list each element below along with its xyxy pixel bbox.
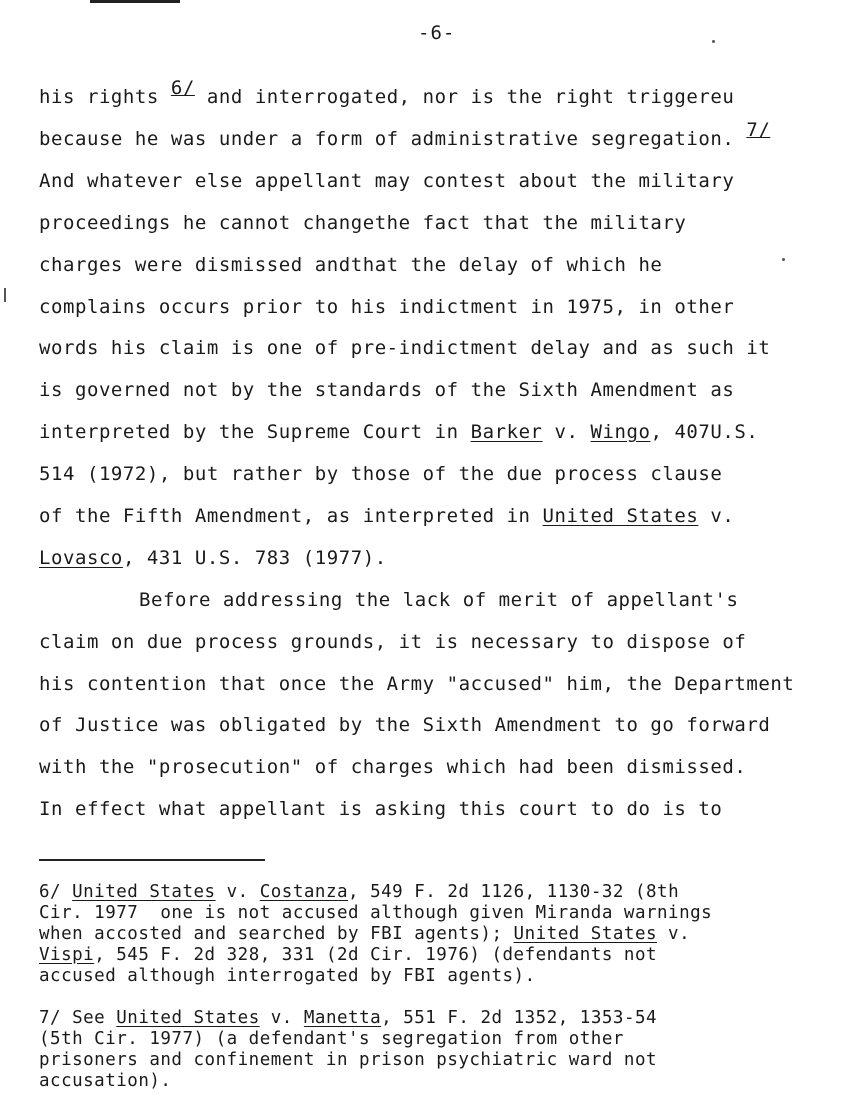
text-segment: v.	[259, 1008, 304, 1028]
text-segment: , 549 F. 2d 1126, 1130-32 (8th	[348, 882, 680, 902]
scan-speck	[4, 288, 6, 302]
footnote-7-line-4: accusation).	[39, 1071, 172, 1091]
text-segment: v.	[215, 882, 260, 902]
text-segment: v.	[542, 421, 591, 443]
footnote-6-line-1	[39, 882, 679, 902]
scan-speck	[712, 40, 715, 43]
case-name-barker: Barker	[470, 421, 543, 443]
body-line-9	[39, 421, 758, 443]
text-segment: when accosted and searched by FBI agents);	[39, 924, 514, 944]
body-line-6: complains occurs prior to his indictment in 1975, in other	[39, 296, 735, 318]
case-name-manetta: Manetta	[303, 1008, 382, 1028]
body-line-12	[39, 547, 387, 569]
body-line-8: is governed not by the standards of the Sixth Amendment as	[39, 379, 735, 401]
body-line-11	[39, 505, 734, 527]
case-name-vispi: Vispi	[39, 945, 95, 965]
body-line-10: 514 (1972), but rather by those of the due process clause	[39, 463, 723, 485]
body-line-18: In effect what appellant is asking this court to do is to	[39, 798, 723, 820]
footnote-ref-7: 7/	[746, 119, 771, 141]
body-line-13: Before addressing the lack of merit of appellant's	[139, 589, 739, 611]
text-segment: , 551 F. 2d 1352, 1353-54	[381, 1008, 658, 1028]
case-name-lovasco: Lovasco	[39, 547, 123, 569]
text-segment: v.	[698, 505, 735, 527]
footnote-7-line-3: prisoners and confinement in prison psychiatric ward not	[39, 1050, 658, 1070]
footnote-separator	[39, 859, 265, 861]
body-line-5: charges were dismissed andthat the delay of which he	[39, 254, 663, 276]
case-name-united-states: United States	[513, 924, 658, 944]
text-segment: interpreted by the Supreme Court in	[39, 421, 471, 443]
body-line-1	[39, 77, 735, 108]
body-line-17: with the "prosecution" of charges which had been dismissed.	[39, 756, 747, 778]
body-line-3: And whatever else appellant may contest about the military	[39, 170, 735, 192]
text-segment: 7/ See	[39, 1008, 117, 1028]
body-line-16: of Justice was obligated by the Sixth Amendment to go forward	[39, 714, 771, 736]
footnote-ref-6: 6/	[170, 77, 195, 99]
scan-speck	[782, 258, 785, 261]
text-segment: v.	[657, 924, 691, 944]
text-segment: 6/	[39, 882, 73, 902]
top-edge-mark	[90, 0, 180, 3]
text-segment: his rights	[39, 86, 171, 108]
footnote-6-line-5: accused although interrogated by FBI agents).	[39, 966, 536, 986]
page-number: -6-	[418, 22, 456, 44]
case-name-united-states: United States	[542, 505, 699, 527]
text-segment: of the Fifth Amendment, as interpreted in	[39, 505, 543, 527]
body-line-7: words his claim is one of pre-indictment delay and as such it	[39, 337, 771, 359]
case-name-wingo: Wingo	[590, 421, 651, 443]
footnote-7-line-2: (5th Cir. 1977) (a defendant's segregation from other	[39, 1029, 624, 1049]
body-line-2	[39, 119, 771, 150]
body-line-4: proceedings he cannot changethe fact that the military	[39, 212, 687, 234]
case-name-united-states: United States	[72, 882, 216, 902]
text-segment: , 545 F. 2d 328, 331 (2d Cir. 1976) (defendants not	[94, 945, 658, 965]
footnote-6-line-4	[39, 945, 657, 965]
text-segment: , 407U.S.	[650, 421, 759, 443]
body-line-15: his contention that once the Army "accused" him, the Department	[39, 673, 795, 695]
body-line-14: claim on due process grounds, it is necessary to dispose of	[39, 631, 747, 653]
footnote-7-line-1	[39, 1008, 657, 1028]
case-name-costanza: Costanza	[259, 882, 349, 902]
footnote-6-line-2: Cir. 1977 one is not accused although given Miranda warnings	[39, 903, 713, 923]
text-segment: because he was under a form of administrative segregation.	[39, 128, 747, 150]
case-name-united-states: United States	[116, 1008, 260, 1028]
text-segment: , 431 U.S. 783 (1977).	[122, 547, 387, 569]
footnote-6-line-3	[39, 924, 690, 944]
text-segment: and interrogated, nor is the right triggereu	[194, 86, 735, 108]
